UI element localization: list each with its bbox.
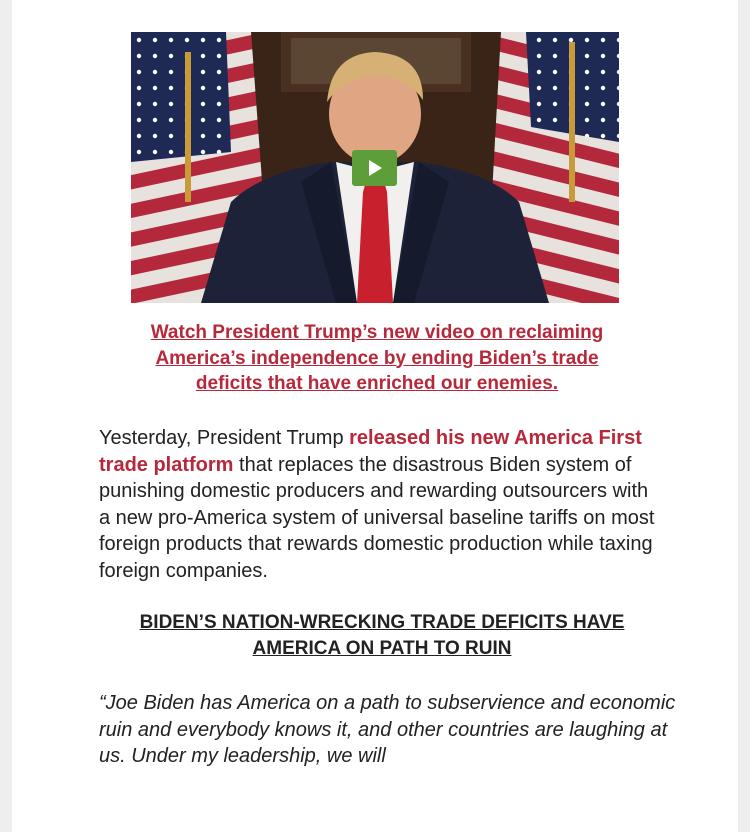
quote-paragraph: “Joe Biden has America on a path to subservience and economic ruin and everybody knows it, and other countries are laughing at us. Under my leadership, we will — [99, 692, 676, 767]
section-heading-line-1: BIDEN’S NATION-WRECKING TRADE DEFICITS HAVE — [139, 612, 625, 633]
play-icon — [367, 159, 383, 177]
body-paragraph — [99, 425, 659, 584]
watch-video-link[interactable] — [112, 320, 642, 397]
video-link-line-2: America’s independence by ending Biden’s trade — [155, 347, 599, 369]
section-heading — [87, 610, 677, 662]
play-button[interactable] — [352, 150, 397, 186]
video-link-line-3: deficits that have enriched our enemies. — [195, 373, 559, 394]
video-link-line-1: Watch President Trump’s new video on reclaiming — [150, 322, 604, 343]
trade-platform-link[interactable]: released his new America First trade platform — [99, 427, 642, 476]
video-thumbnail[interactable] — [131, 32, 619, 303]
email-body — [12, 0, 738, 832]
body-rest: that replaces the disastrous Biden system of punishing domestic producers and rewarding outsourcers with a new pro-America system of universal baseline tariffs on most foreign products that rewards domestic production while taxing foreign companies. — [99, 453, 655, 582]
body-intro: Yesterday, President Trump — [99, 427, 350, 449]
section-heading-line-2: AMERICA ON PATH TO RUIN — [252, 638, 512, 659]
